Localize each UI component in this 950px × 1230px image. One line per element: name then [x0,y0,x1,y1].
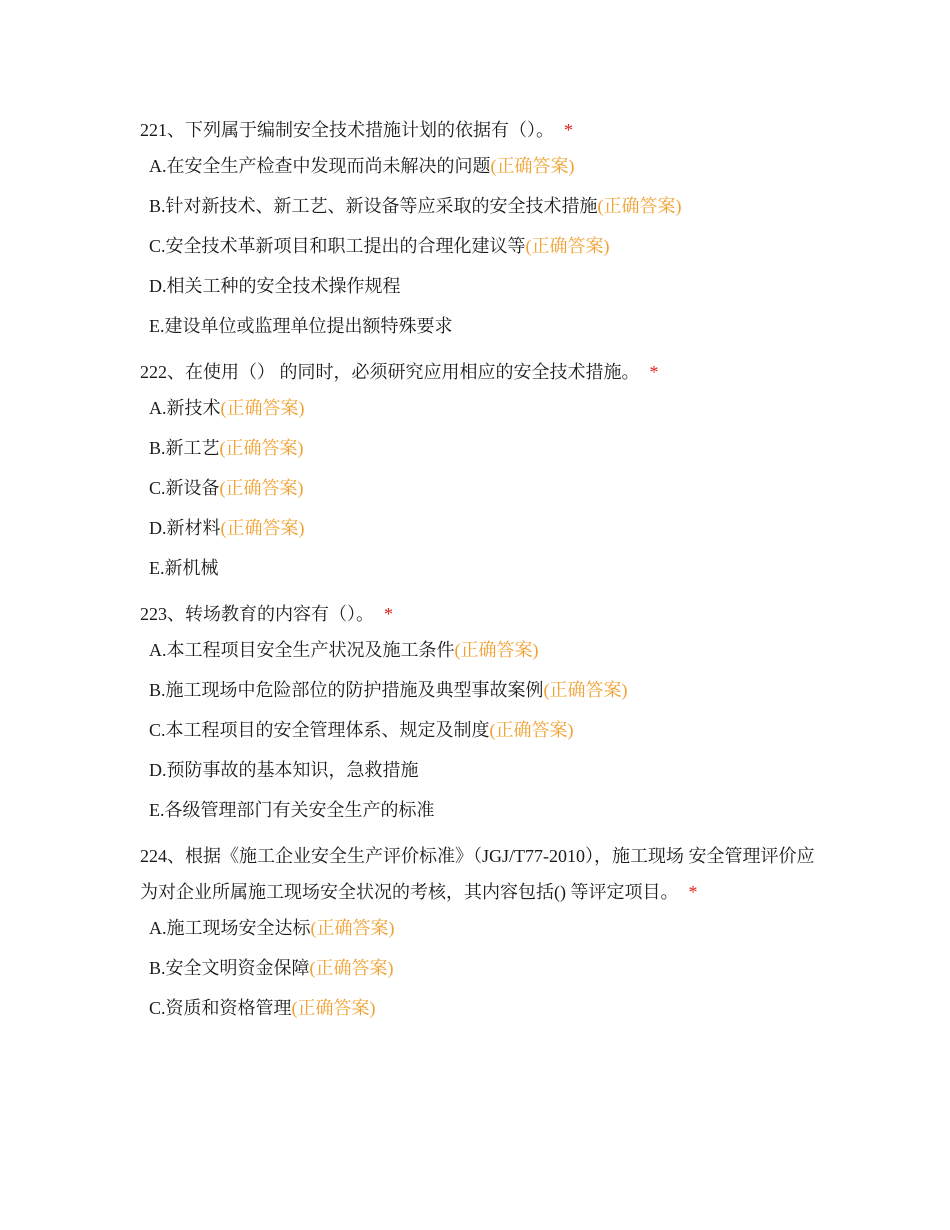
correct-answer-label: (正确答案) [220,518,305,538]
required-asterisk: * [649,362,659,382]
correct-answer-label: (正确答案) [489,720,574,740]
option-text: B.安全文明资金保障 [149,958,310,978]
option-c[interactable] [149,234,820,258]
option-text: D.新材料 [149,518,221,538]
option-e[interactable] [149,798,820,822]
correct-answer-label: (正确答案) [454,640,539,660]
option-text: A.施工现场安全达标 [149,918,311,938]
option-text: B.新工艺 [149,438,220,458]
option-text: A.新技术 [149,398,221,418]
correct-answer-label: (正确答案) [309,958,394,978]
correct-answer-label: (正确答案) [220,398,305,418]
option-text: B.施工现场中危险部位的防护措施及典型事故案例 [149,680,544,700]
option-a[interactable] [149,396,820,420]
question-title-text: 221、下列属于编制安全技术措施计划的依据有（）。 [140,120,554,140]
option-b[interactable] [149,194,820,218]
option-d[interactable] [149,274,820,298]
option-text: E.建设单位或监理单位提出额特殊要求 [149,316,453,336]
option-list [140,154,820,338]
option-d[interactable] [149,516,820,540]
option-c[interactable] [149,996,820,1020]
option-text: D.预防事故的基本知识，急救措施 [149,760,419,780]
option-b[interactable] [149,436,820,460]
question-title-text: 224、根据《施工企业安全生产评价标准》（JGJ/T77-2010），施工现场 安全管理评价应为对企业所属施工现场安全状况的考核，其内容包括() 等评定项目。 [140,846,815,902]
correct-answer-label: (正确答案) [490,156,575,176]
question-221 [140,112,820,338]
option-c[interactable] [149,718,820,742]
option-text: E.各级管理部门有关安全生产的标准 [149,800,435,820]
question-222 [140,354,820,580]
question-223 [140,596,820,822]
option-text: C.安全技术革新项目和职工提出的合理化建议等 [149,236,526,256]
correct-answer-label: (正确答案) [597,196,682,216]
option-list [140,916,820,1020]
correct-answer-label: (正确答案) [310,918,395,938]
option-text: B.针对新技术、新工艺、新设备等应采取的安全技术措施 [149,196,598,216]
correct-answer-label: (正确答案) [219,478,304,498]
required-asterisk: * [564,120,573,140]
required-asterisk: * [384,604,393,624]
option-text: D.相关工种的安全技术操作规程 [149,276,401,296]
option-list [140,396,820,580]
option-text: C.本工程项目的安全管理体系、规定及制度 [149,720,490,740]
question-title [140,112,820,148]
option-list [140,638,820,822]
option-text: C.新设备 [149,478,220,498]
question-title [140,838,820,910]
option-c[interactable] [149,476,820,500]
option-a[interactable] [149,154,820,178]
question-title [140,596,820,632]
correct-answer-label: (正确答案) [543,680,628,700]
option-text: C.资质和资格管理 [149,998,292,1018]
question-title-text: 222、在使用（） 的同时，必须研究应用相应的安全技术措施。 [140,362,640,382]
option-b[interactable] [149,678,820,702]
option-a[interactable] [149,916,820,940]
question-title [140,354,820,390]
option-e[interactable] [149,556,820,580]
option-text: A.在安全生产检查中发现而尚未解决的问题 [149,156,491,176]
option-text: E.新机械 [149,558,219,578]
correct-answer-label: (正确答案) [525,236,610,256]
question-list [140,112,820,1036]
correct-answer-label: (正确答案) [219,438,304,458]
option-d[interactable] [149,758,820,782]
option-e[interactable] [149,314,820,338]
option-b[interactable] [149,956,820,980]
option-a[interactable] [149,638,820,662]
question-224 [140,838,820,1020]
correct-answer-label: (正确答案) [291,998,376,1018]
question-title-text: 223、转场教育的内容有（）。 [140,604,374,624]
required-asterisk: * [688,882,698,902]
option-text: A.本工程项目安全生产状况及施工条件 [149,640,455,660]
